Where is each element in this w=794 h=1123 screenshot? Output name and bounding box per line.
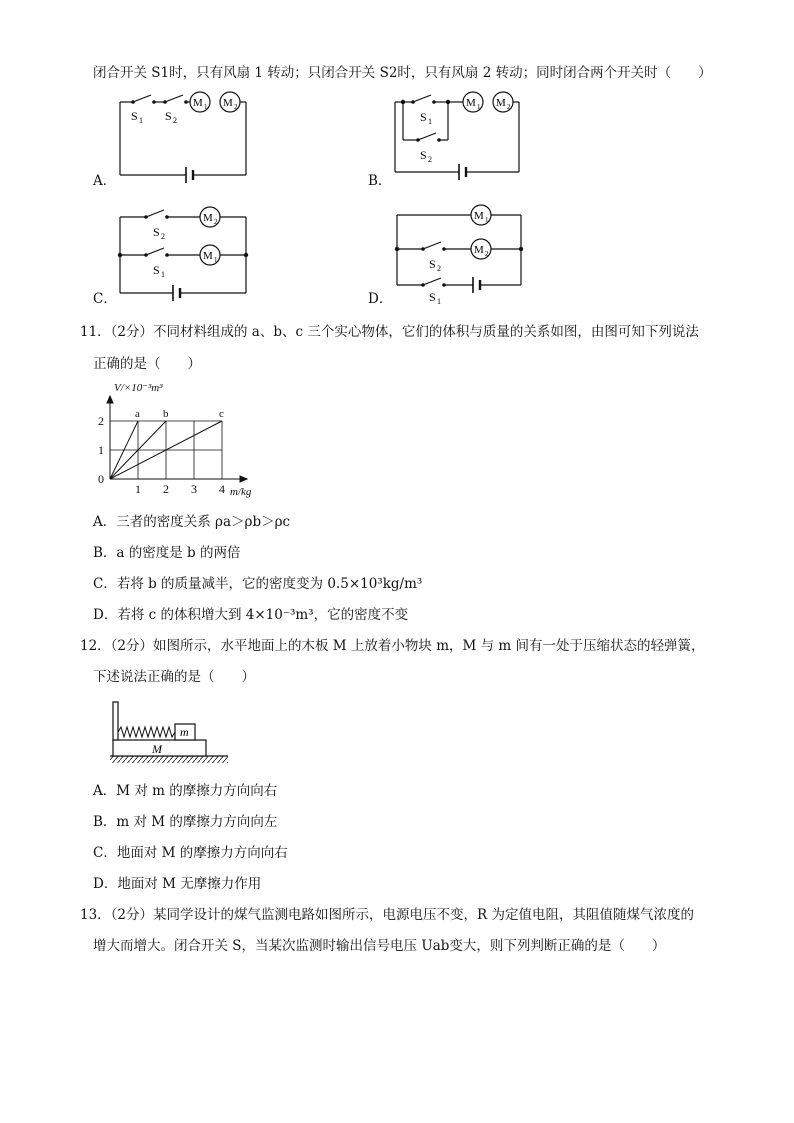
svg-text:2: 2 [507, 103, 511, 111]
x-axis-arrow [240, 476, 247, 482]
label-small-m: m [180, 725, 189, 739]
svg-text:S: S [153, 225, 160, 239]
svg-text:S: S [429, 290, 436, 304]
q11-stem-line1: 11．（2分）不同材料组成的 a、b、c 三个实心物体，它们的体积与质量的关系如图，由图可知下列说法 [80, 324, 699, 340]
x-axis-label: m/kg [230, 486, 252, 498]
q12-stem-line2: 下述说法正确的是（ ） [93, 669, 255, 685]
circuit-diagram-a [118, 90, 258, 185]
volume-mass-chart [95, 380, 270, 502]
svg-text:S: S [420, 110, 427, 124]
svg-text:2: 2 [234, 103, 238, 111]
svg-text:M: M [203, 250, 213, 262]
label-big-m: M [152, 742, 162, 756]
circuit-diagram-c [118, 205, 253, 305]
q11-stem-line2: 正确的是（ ） [93, 356, 201, 372]
q11-option-c[interactable]: C．若将 b 的质量减半，它的密度变为 0.5×10³kg/m³ [93, 576, 423, 592]
spring-block-diagram [110, 700, 230, 765]
series-label-b: b [163, 408, 169, 420]
q12-option-b[interactable]: B．m 对 M 的摩擦力方向向左 [93, 814, 278, 830]
circuit-diagram-b [393, 90, 523, 182]
q13-stem-line2: 增大而增大。闭合开关 S，当某次监测时输出信号电压 Uab变大，则下列判断正确的是（ ） [93, 938, 666, 954]
svg-text:S: S [429, 257, 436, 271]
q12-option-d[interactable]: D．地面对 M 无摩擦力作用 [93, 876, 262, 892]
y-tick-label: 1 [98, 443, 104, 457]
svg-text:M: M [474, 244, 484, 256]
svg-text:1: 1 [477, 103, 481, 111]
svg-text:1: 1 [437, 297, 441, 306]
svg-text:M: M [203, 212, 213, 224]
label-m2: M [223, 97, 233, 109]
svg-text:2: 2 [437, 264, 441, 273]
x-tick-label: 2 [163, 482, 169, 496]
series-label-c: c [219, 408, 224, 420]
svg-text:1: 1 [485, 216, 489, 224]
svg-text:1: 1 [204, 103, 208, 111]
option-c-label: C． [93, 291, 117, 307]
svg-text:2: 2 [214, 218, 218, 226]
option-a-label: A． [93, 173, 117, 189]
q13-stem-line1: 13．（2分）某同学设计的煤气监测电路如图所示，电源电压不变，R 为定值电阻，其阻值随煤气浓度的 [80, 907, 694, 923]
option-d-label: D． [368, 291, 393, 307]
origin-label: 0 [98, 472, 104, 486]
x-tick-label: 3 [191, 482, 197, 496]
label-s2: S [165, 109, 172, 123]
svg-text:2: 2 [485, 250, 489, 258]
svg-text:1: 1 [428, 117, 432, 126]
svg-text:S: S [420, 148, 427, 162]
q11-option-b[interactable]: B．a 的密度是 b 的两倍 [93, 545, 241, 561]
svg-text:M: M [474, 210, 484, 222]
svg-text:M: M [496, 97, 506, 109]
q11-option-a[interactable]: A．三者的密度关系 ρa＞ρb＞ρc [93, 514, 291, 530]
svg-text:2: 2 [428, 155, 432, 164]
label-s2-sub: 2 [173, 116, 177, 125]
x-tick-label: 4 [219, 482, 225, 496]
q12-option-a[interactable]: A．M 对 m 的摩擦力方向向右 [93, 783, 278, 799]
label-s1: S [131, 109, 138, 123]
label-s1-sub: 1 [139, 116, 143, 125]
y-tick-label: 2 [98, 414, 104, 428]
q12-stem-line1: 12．（2分）如图所示，水平地面上的木板 M 上放着小物块 m，M 与 m 间有一处于压缩状态的轻弹簧， [80, 638, 705, 654]
svg-text:2: 2 [161, 232, 165, 241]
option-b-label: B． [368, 173, 392, 189]
x-tick-label: 1 [135, 482, 141, 496]
circuit-diagram-d [393, 203, 528, 306]
svg-text:S: S [153, 263, 160, 277]
svg-text:1: 1 [214, 256, 218, 264]
svg-text:M: M [466, 97, 476, 109]
label-m1: M [193, 97, 203, 109]
svg-text:1: 1 [161, 270, 165, 279]
q12-option-c[interactable]: C．地面对 M 的摩擦力方向向右 [93, 845, 288, 861]
y-axis-label: V/×10⁻³m³ [114, 382, 163, 394]
q11-option-d[interactable]: D．若将 c 的体积增大到 4×10⁻³m³，它的密度不变 [93, 607, 409, 623]
series-label-a: a [135, 408, 140, 420]
q10-stem: 闭合开关 S1时，只有风扇 1 转动；只闭合开关 S2时，只有风扇 2 转动；同时闭合两个开关时（ ） [93, 65, 712, 81]
y-axis-arrow [107, 396, 113, 403]
